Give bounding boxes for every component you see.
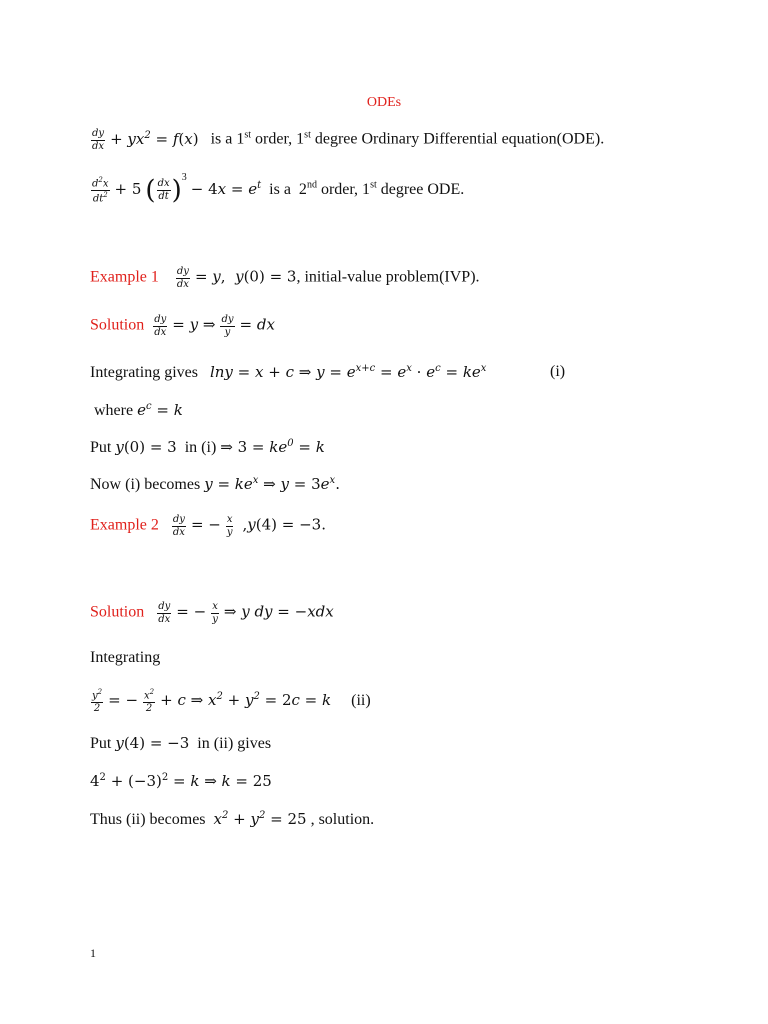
put-2-label: Put	[90, 735, 112, 752]
ode-definition-1: $\frac{dy}{dx}$ + $yx^2 = f(x)$ is a 1st order, 1st degree Ordinary Differential equation(ODE).	[92, 128, 605, 152]
equation-ii-equals: = −	[108, 690, 139, 709]
example-2	[90, 514, 326, 538]
equation-ii-rhs: + c ⇒ $x^2 + y^2 = 2c = k$	[160, 690, 332, 709]
put-1-mid: in (i)	[184, 439, 217, 456]
fraction-x2-2: $\frac{x^2}{2}$	[144, 688, 155, 714]
equation-lhs-2: + 5	[114, 180, 142, 198]
page-title: ODEs	[366, 95, 402, 110]
example-1-label: Example 1	[90, 268, 159, 286]
page-number: 1	[90, 946, 96, 960]
solution-1-equals: = y ⇒	[172, 315, 216, 334]
thus-label: Thus (ii) becomes	[90, 811, 206, 828]
example-2-equals: = −	[190, 515, 221, 534]
fraction-dy-dx: $\frac{dy}{dx}$	[172, 514, 185, 538]
k-equation: $4^2 + (-3)^2 = k$ ⇒ k = 25	[90, 772, 272, 790]
equation-lhs-1: + $yx^2 = f(x)$	[110, 129, 199, 148]
put-line-2	[90, 736, 271, 752]
integrating-label-line: Integrating	[90, 649, 161, 666]
equation-ref-ii: (ii)	[351, 691, 371, 709]
solution-1-label: Solution	[90, 316, 145, 334]
example-1	[90, 266, 480, 290]
equation-rhs-2: − $4x = e^t$	[190, 180, 262, 198]
now-equation: $y = ke^x$ ⇒ $y = 3e^x$.	[204, 475, 340, 493]
solution-1-rhs: = dx	[239, 315, 275, 334]
where-label: where	[94, 402, 134, 419]
integrating-gives-equation: lny = x + c ⇒ $y = e^{x+c} = e^x \cdot e^c = ke^x$	[209, 363, 487, 381]
solution-2-rhs: ⇒ y dy = −xdx	[223, 602, 334, 621]
put-1-label: Put	[90, 439, 112, 456]
put-1-condition: y(0) = 3	[115, 438, 177, 456]
integrating-gives-label: Integrating gives	[90, 364, 198, 381]
put-2-condition: y(4) = −3	[115, 734, 190, 752]
fraction-dy-dx: $\frac{dy}{dx}$	[176, 266, 189, 290]
fraction-dx-dt: $\frac{dx}{dt}$	[157, 178, 170, 202]
thus-line	[90, 811, 374, 828]
equation-ii	[90, 688, 371, 714]
fraction-x-y: $\frac{x}{y}$	[212, 601, 218, 625]
now-label: Now (i) becomes	[90, 476, 201, 493]
fraction-y2-2: $\frac{y^2}{2}$	[92, 688, 103, 714]
paren-right: )	[171, 175, 182, 206]
solution-2-equals: = −	[176, 602, 207, 621]
example-1-tail: , initial-value problem(IVP).	[296, 268, 480, 286]
equation-ref-i: (i)	[550, 363, 566, 380]
example-2-condition: ,y(4) = −3.	[242, 515, 326, 534]
fraction-dy-dx: $\frac{dy}{dx}$	[92, 128, 105, 152]
paren-left: (	[145, 175, 156, 206]
solution-2-label: Solution	[90, 603, 145, 621]
k-computation	[90, 773, 272, 790]
fraction-dy-y: $\frac{dy}{y}$	[221, 314, 234, 338]
integrating-gives	[90, 363, 566, 381]
where-line	[94, 402, 183, 419]
fraction-dy-dx: $\frac{dy}{dx}$	[158, 601, 171, 625]
put-1-equation: ⇒ $3 = ke^0 = k$	[220, 438, 325, 456]
where-equation: $e^c = k$	[137, 401, 183, 419]
solution-2	[90, 601, 334, 625]
now-line	[90, 476, 340, 493]
put-line-1	[90, 439, 325, 456]
thus-equation: $x^2 + y^2 = 25$	[213, 810, 307, 828]
solution-1	[90, 314, 275, 338]
fraction-dy-dx: $\frac{dy}{dx}$	[154, 314, 167, 338]
thus-tail: , solution.	[310, 811, 375, 828]
ode-definition-2: $\frac{d^2x}{dt^2}$ + 5 ( $\frac{dx}{dt}$ )$^3 - 4x = e^t$ is a 2nd order, 1st degree ODE.	[92, 171, 465, 206]
fraction-d2x-dt2: $\frac{d^2x}{dt^2}$	[92, 176, 109, 205]
example-1-equation: = y, y(0) = 3	[194, 267, 297, 286]
fraction-x-y: $\frac{x}{y}$	[226, 514, 233, 538]
put-2-mid: in (ii) gives	[197, 735, 272, 752]
example-2-label: Example 2	[90, 516, 159, 534]
